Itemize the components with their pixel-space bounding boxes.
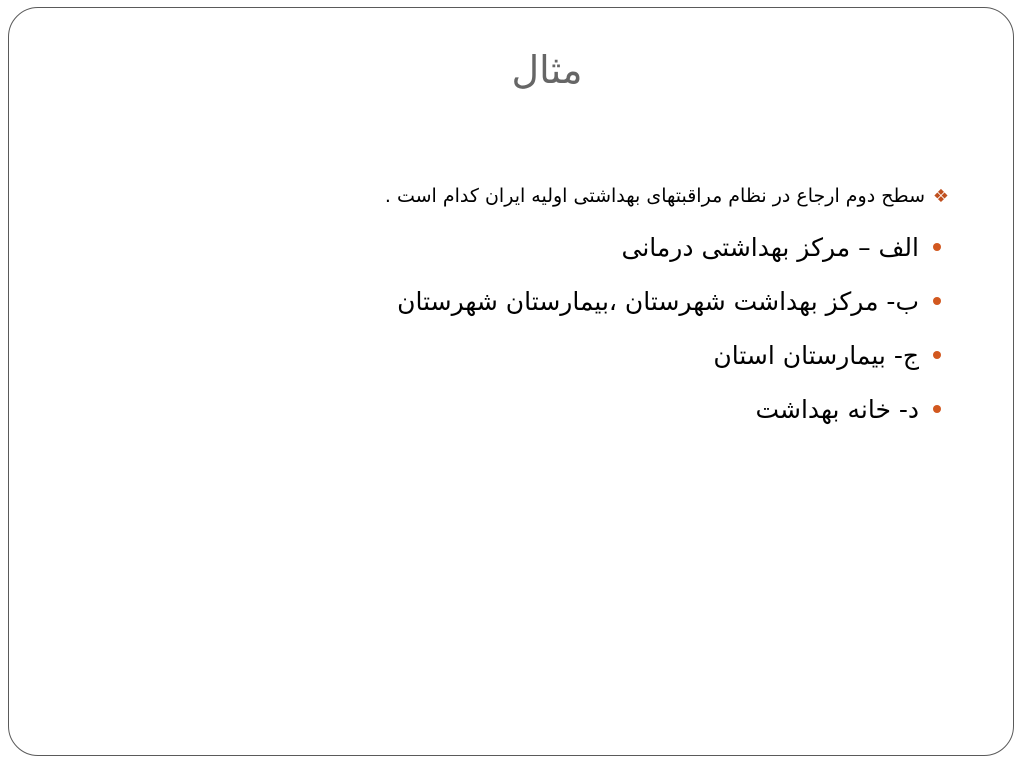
option-text: ج- بیمارستان استان [713,340,919,370]
question-item [191,178,951,214]
diamond-bullet-icon: ❖ [932,185,950,207]
bullet-dot-icon [933,243,941,251]
bullet-dot-icon [933,351,941,359]
option-text: الف – مرکز بهداشتی درمانی [621,232,919,262]
option-text: ب- مرکز بهداشت شهرستان ،بیمارستان شهرستان [397,286,919,316]
question-text: سطح دوم ارجاع در نظام مراقبتهای بهداشتی اولیه ایران کدام است . [384,185,925,207]
bullet-dot-icon [933,405,941,413]
bullet-dot-icon [933,297,941,305]
slide-title: مثال [511,48,583,92]
slide-frame [8,7,1014,756]
answer-option [191,220,951,274]
slide-content [191,178,951,436]
answer-option [191,328,951,382]
answer-option [191,382,951,436]
answer-option [191,274,951,328]
option-text: د- خانه بهداشت [755,394,919,424]
